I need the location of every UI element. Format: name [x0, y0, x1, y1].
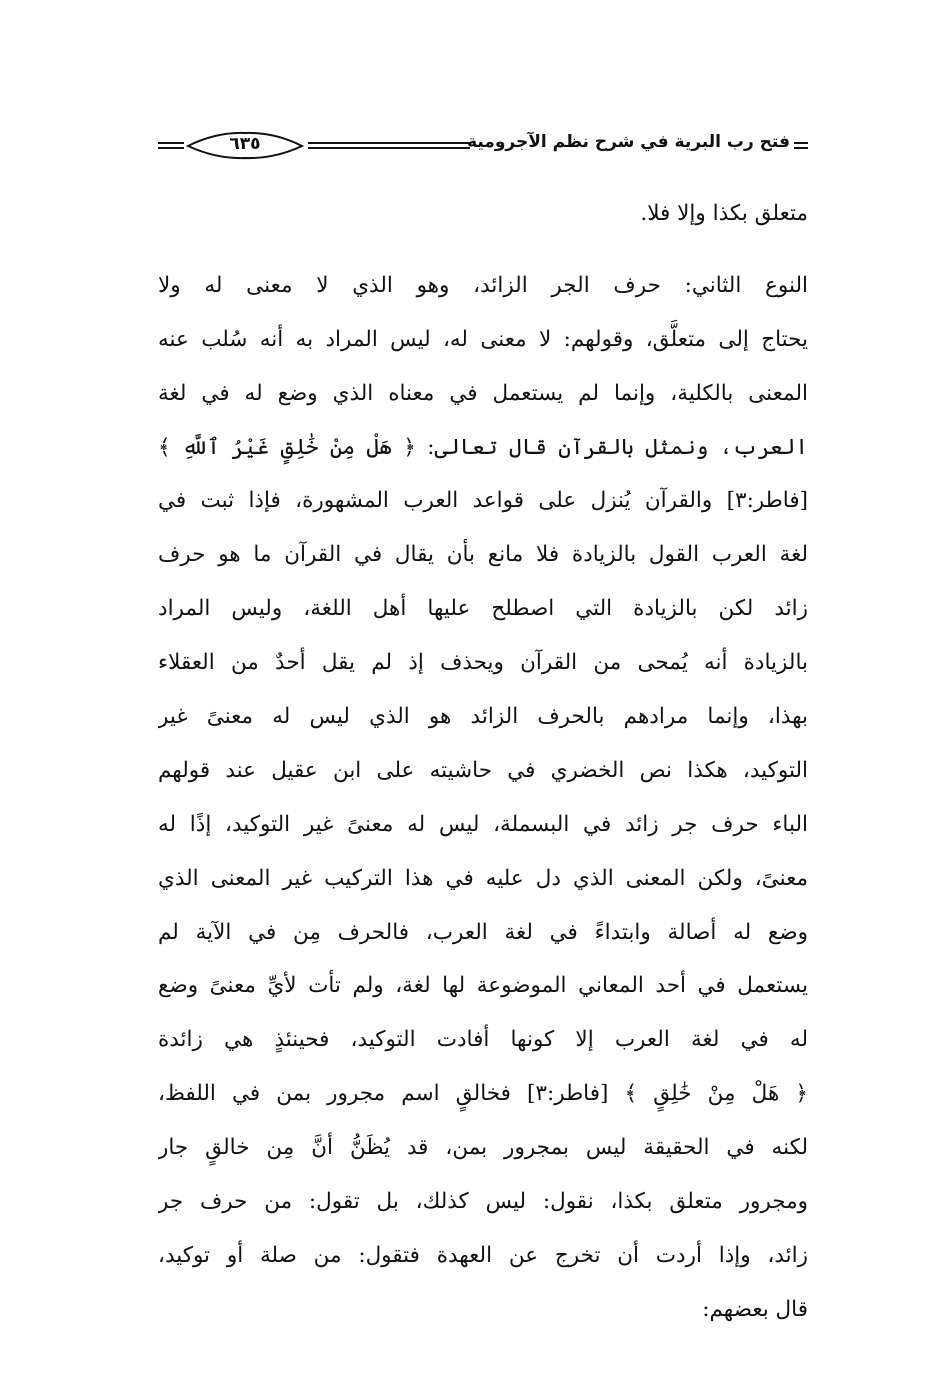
page-number-ornament — [186, 130, 304, 160]
running-header — [158, 128, 808, 164]
text-line: زائد لكن بالزيادة التي اصطلح عليها أهل اللغة، وليس المراد — [158, 596, 808, 622]
text-line: [فاطر:٣] والقرآن يُنزل على قواعد العرب المشهورة، فإذا ثبت في — [158, 488, 808, 514]
text-line: الباء حرف جر زائد في البسملة، ليس له معنىً غير التوكيد، إذًا له — [158, 811, 808, 837]
text-line: معنىً، ولكن المعنى الذي دل عليه في هذا التركيب غير المعنى الذي — [158, 865, 808, 891]
text-line: لغة العرب القول بالزيادة فلا مانع بأن يقال في القرآن ما هو حرف — [158, 542, 808, 568]
page-number: ٦٣٥ — [229, 134, 261, 154]
text-line: يستعمل في أحد المعاني الموضوعة لها لغة، ولم تأت لأيِّ معنىً وضع — [158, 973, 808, 999]
text-line: يحتاج إلى متعلَّق، وقولهم: لا معنى له، ليس المراد به أنه سُلب عنه — [158, 326, 808, 352]
header-rule-bottom — [308, 147, 470, 149]
text-line: زائد، وإذا أردت أن تخرج عن العهدة فتقول: من صلة أو توكيد، — [158, 1242, 808, 1268]
header-rule-bottom — [158, 147, 184, 149]
text-line: النوع الثاني: حرف الجر الزائد، وهو الذي لا معنى له ولا — [158, 272, 808, 298]
text-line: العرب، ونمثل بالقرآن قال تعالى: ﴿ هَلْ مِنْ خَٰلِقٍ غَيْرُ ٱللَّهِ ﴾ — [158, 434, 808, 460]
text-line: لكنه في الحقيقة ليس بمجرور بمن، قد يُظَنُّ أنَّ مِن خالقٍ جار — [158, 1135, 808, 1161]
header-rule-bottom — [794, 147, 808, 149]
text-line: التوكيد، هكذا نص الخضري في حاشيته على ابن عقيل عند قولهم — [158, 757, 808, 783]
text-line: وضع له أصالة وابتداءً في لغة العرب، فالحرف مِن في الآية لم — [158, 919, 808, 945]
text-line: متعلق بكذا وإلا فلا. — [640, 201, 808, 226]
text-line: قال بعضهم: — [702, 1296, 808, 1322]
header-rule-top — [794, 142, 808, 144]
page-body — [158, 192, 808, 1342]
header-rule-top — [158, 142, 184, 144]
text-line: بهذا، وإنما مرادهم بالحرف الزائد هو الذي ليس له معنىً غير — [158, 704, 808, 730]
text-line: المعنى بالكلية، وإنما لم يستعمل في معناه الذي وضع له في لغة — [158, 380, 808, 406]
text-line: ﴿ هَلْ مِنْ خَٰلِقٍ ﴾ [فاطر:٣] فخالقٍ اسم مجرور بمن في اللفظ، — [158, 1081, 808, 1107]
text-line: بالزيادة أنه يُمحى من القرآن ويحذف إذ لم يقل أحدٌ من العقلاء — [158, 650, 808, 676]
header-rule-top — [308, 142, 470, 144]
text-line: له في لغة العرب إلا كونها أفادت التوكيد، فحينئذٍ هي زائدة — [158, 1027, 808, 1053]
text-line: ومجرور متعلق بكذا، نقول: ليس كذلك، بل تقول: من حرف جر — [158, 1189, 808, 1215]
book-title: فتح رب البرية في شرح نظم الآجرومية — [467, 132, 790, 152]
